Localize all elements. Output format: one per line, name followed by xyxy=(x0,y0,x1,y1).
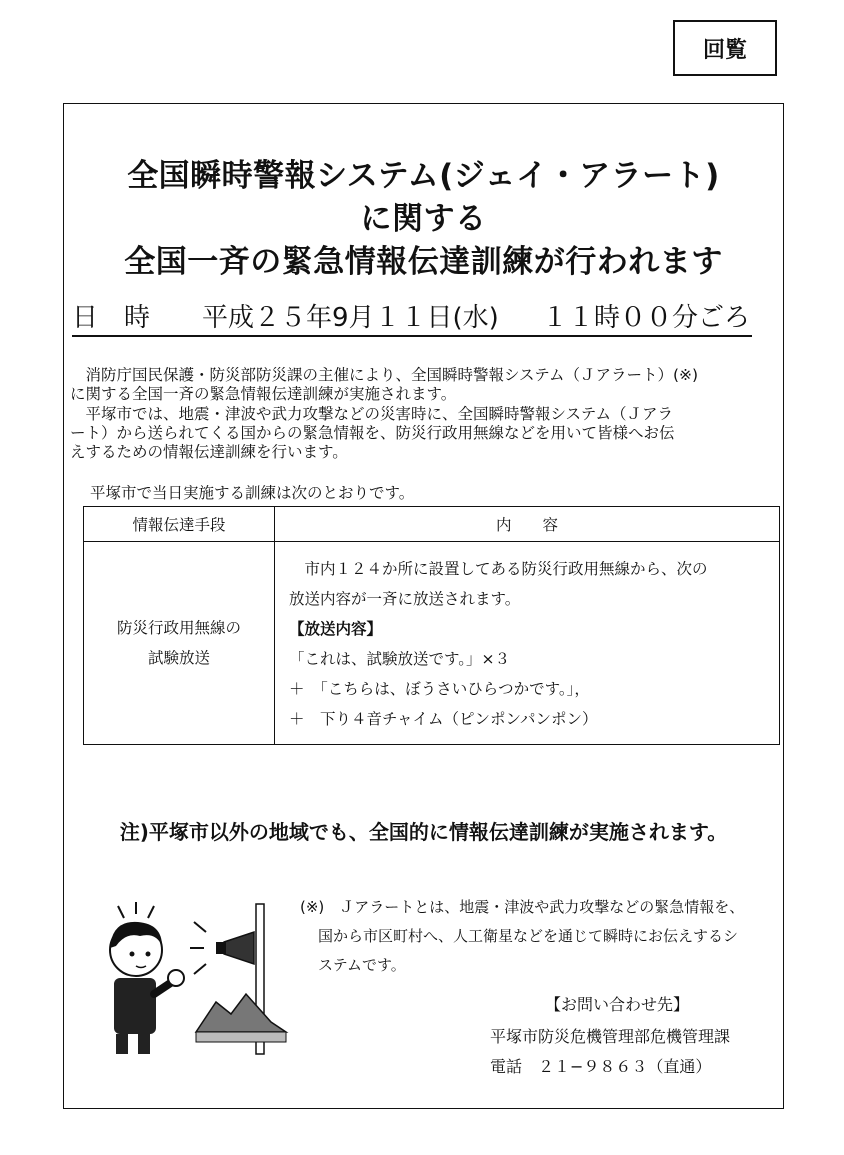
header-means: 情報伝達手段 xyxy=(84,507,275,542)
title-line-1: 全国瞬時警報システム(ジェイ・アラート) xyxy=(127,158,720,194)
schedule-line xyxy=(72,295,752,337)
intro-paragraph-1 xyxy=(70,366,780,404)
intro-line: えするための情報伝達訓練を行います。 xyxy=(70,443,348,461)
header-content: 内 容 xyxy=(275,507,780,542)
footnote-line: 国から市区町村へ、人工衛星などを通じて瞬時にお伝えするシ xyxy=(318,927,739,945)
intro-line: 平塚市では、地震・津波や武力攻撃などの災害時に、全国瞬時警報システム（Ｊアラ xyxy=(70,405,673,423)
content-heading: 【放送内容】 xyxy=(289,620,383,638)
contact-heading: 【お問い合わせ先】 xyxy=(545,995,690,1014)
content-line: 放送内容が一斉に放送されます。 xyxy=(289,590,521,608)
nationwide-note: 注)平塚市以外の地域でも、全国的に情報伝達訓練が実施されます。 xyxy=(119,820,728,844)
contact-department: 平塚市防災危機管理部危機管理課 xyxy=(490,1027,731,1046)
title-line-3: 全国一斉の緊急情報伝達訓練が行われます xyxy=(124,244,723,280)
content-line: ＋ 「こちらは、ぼうさいひらつかです。」， xyxy=(289,680,590,698)
contact-phone: 電話 ２１−９８６３（直通） xyxy=(490,1057,712,1076)
training-table xyxy=(83,506,780,745)
means-line: 防災行政用無線の xyxy=(116,619,241,637)
intro-paragraph-2 xyxy=(70,405,780,462)
schedule-date: 平成２５年9月１１日(水) xyxy=(202,303,499,333)
schedule-label: 日 時 xyxy=(72,303,151,333)
circulation-stamp: 回覧 xyxy=(673,20,777,76)
loudspeaker-illustration xyxy=(96,902,306,1062)
table-caption: 平塚市で当日実施する訓練は次のとおりです。 xyxy=(90,484,415,502)
intro-line: 消防庁国民保護・防災部防災課の主催により、全国瞬時警報システム（Ｊアラート）(※) xyxy=(70,366,699,384)
content-line: ＋ 下り４音チャイム（ピンポンパンポン） xyxy=(289,710,598,728)
schedule-time: １１時００分ごろ xyxy=(542,303,751,333)
footnote-line: (※) Ｊアラートとは、地震・津波や武力攻撃などの緊急情報を、 xyxy=(300,898,745,916)
content-line: 「これは、試験放送です。」×３ xyxy=(289,650,510,668)
jalert-footnote xyxy=(300,893,778,980)
content-line: 市内１２４か所に設置してある防災行政用無線から、次の xyxy=(289,560,708,578)
content-cell xyxy=(275,542,780,745)
intro-line: に関する全国一斉の緊急情報伝達訓練が実施されます。 xyxy=(70,385,457,403)
title-line-2: に関する xyxy=(360,201,487,237)
means-cell xyxy=(84,542,275,745)
means-line: 試験放送 xyxy=(147,649,210,667)
footnote-line: ステムです。 xyxy=(318,956,406,974)
intro-line: ート）から送られてくる国からの緊急情報を、防災行政用無線などを用いて皆様へお伝 xyxy=(70,424,675,442)
